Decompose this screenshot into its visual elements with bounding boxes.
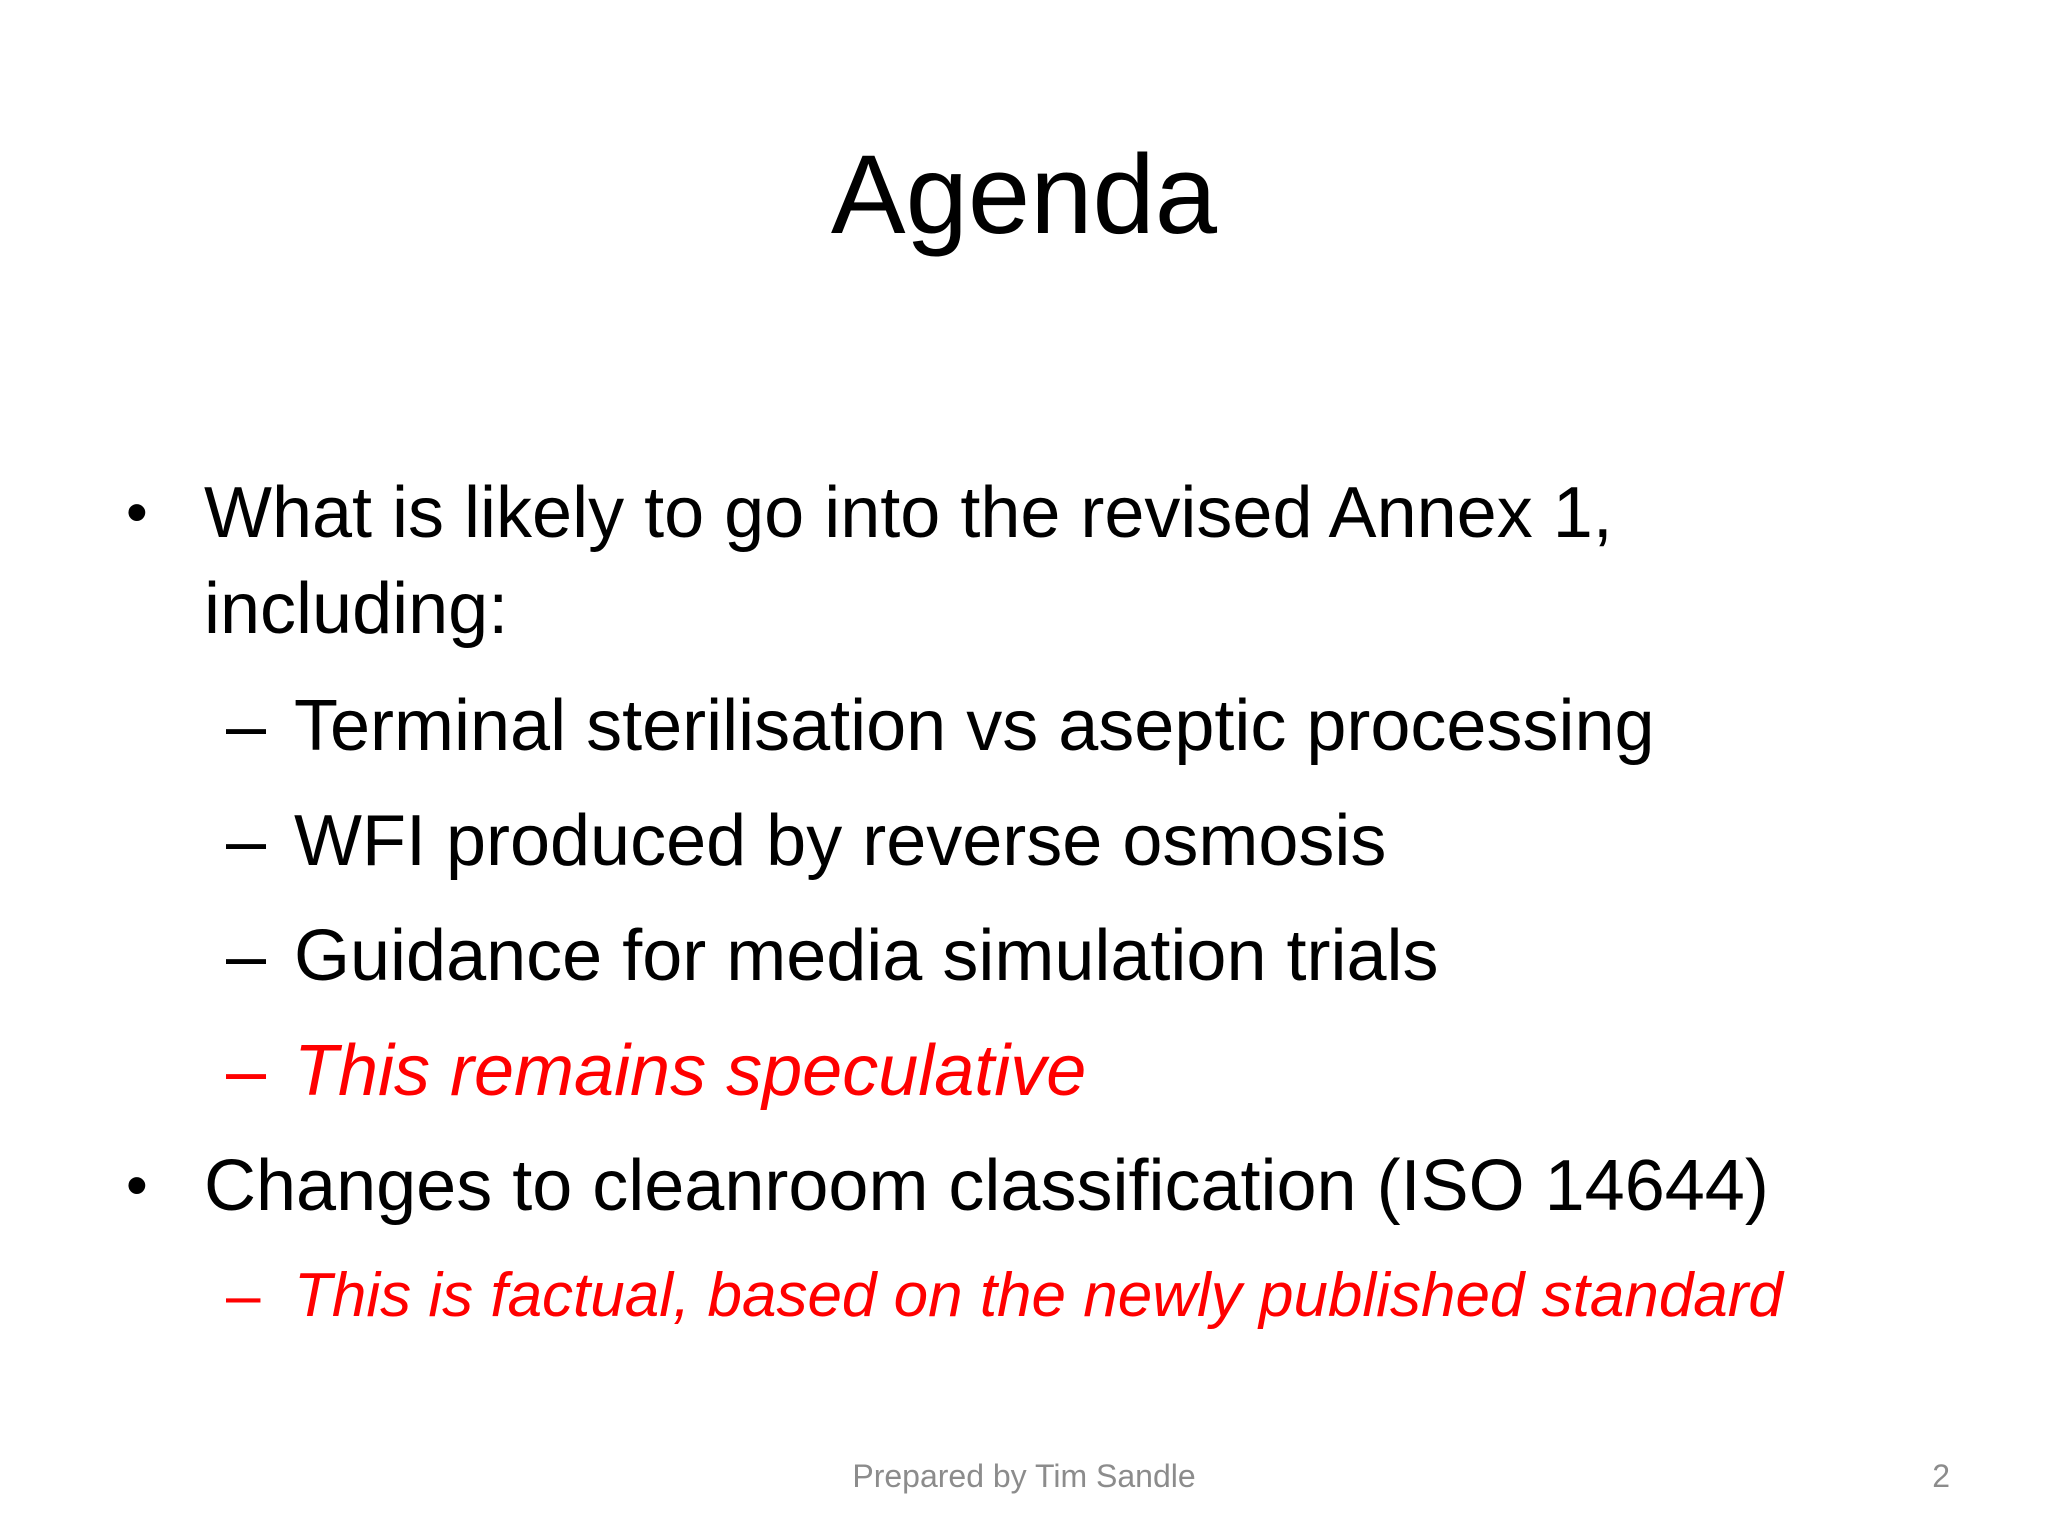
slide-title: Agenda (830, 132, 1218, 257)
sub-item-text: Terminal sterilisation vs aseptic processing (294, 686, 1655, 766)
sub-item-marker: – (226, 1031, 267, 1111)
sub-item-text: WFI produced by reverse osmosis (294, 801, 1387, 881)
bullet-marker: • (126, 1151, 148, 1220)
page-number: 2 (1932, 1458, 1950, 1494)
bullet-text-line: including: (204, 569, 509, 649)
sub-item-marker: – (226, 1261, 261, 1330)
slide-footer: Prepared by Tim Sandle (852, 1458, 1196, 1494)
sub-item-marker: – (226, 916, 267, 996)
bullet-marker: • (126, 478, 148, 547)
sub-item-text: This remains speculative (294, 1031, 1087, 1111)
sub-item-text: This is factual, based on the newly published standard (294, 1261, 1783, 1330)
sub-item-marker: – (226, 801, 267, 881)
sub-item-marker: – (226, 686, 267, 766)
sub-item-text: Guidance for media simulation trials (294, 916, 1439, 996)
bullet-text-line: What is likely to go into the revised Annex 1, (204, 473, 1613, 553)
bullet-text-line: Changes to cleanroom classification (ISO 14644) (204, 1146, 1769, 1226)
